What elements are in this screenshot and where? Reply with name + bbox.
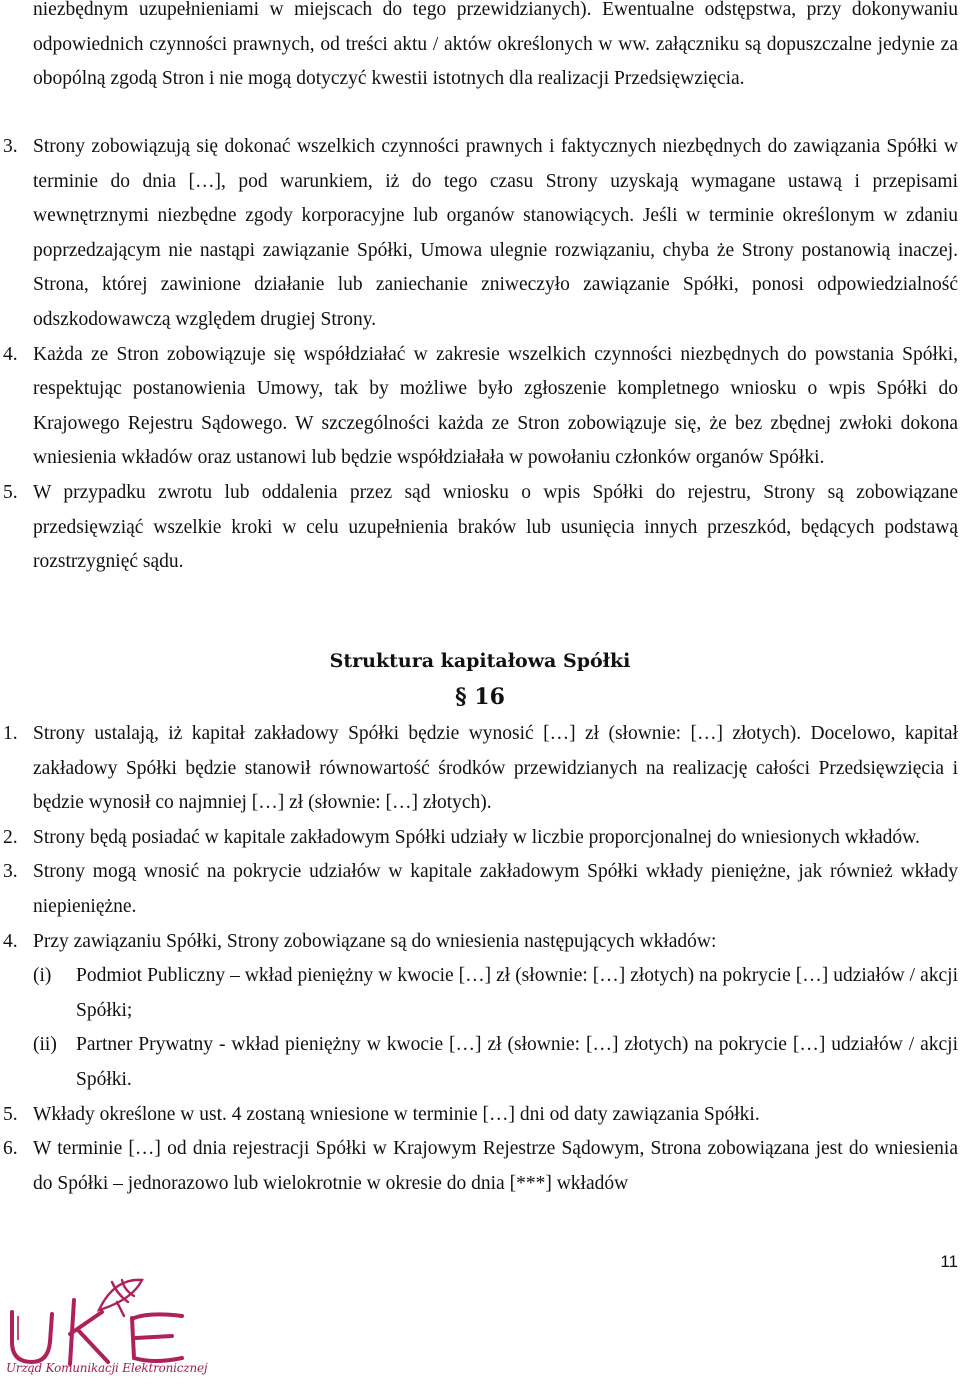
- paragraph-item: [3, 130, 958, 338]
- paragraph-number: 1.: [3, 723, 18, 744]
- paragraph-item: [3, 821, 958, 856]
- paragraph-text: W przypadku zwrotu lub oddalenia przez sąd wniosku o wpis Spółki do rejestru, Strony są zobowiązane przedsięwziąć wszelkie kroki w celu uzupełnienia braków lub usunięcia innych przeszkód, będących podstawą rozstrzygnięć sądu.: [33, 481, 958, 573]
- section-number: § 16: [455, 684, 505, 710]
- paragraph-text: Przy zawiązaniu Spółki, Strony zobowiązane są do wniesienia następujących wkładów:: [33, 930, 717, 952]
- sub-item-text: Partner Prywatny - wkład pieniężny w kwocie […] zł (słownie: […] złotych) na pokrycie […] udziałów / akcji Spółki.: [76, 1034, 958, 1090]
- sub-item-number: (i): [33, 965, 52, 987]
- paragraph-number: 4.: [3, 343, 18, 365]
- sub-list-item: [33, 1028, 958, 1097]
- section-title: Struktura kapitałowa Spółki: [329, 650, 631, 672]
- sub-list-item: [33, 959, 958, 1028]
- sub-item-text: Podmiot Publiczny – wkład pieniężny w kwocie […] zł (słownie: […] złotych) na pokrycie […] udziałów / akcji Spółki;: [76, 965, 958, 1021]
- paragraph-text: Wkłady określone w ust. 4 zostaną wniesione w terminie […] dni od daty zawiązania Spółki.: [33, 1103, 760, 1125]
- text-block-capital: [3, 717, 958, 1201]
- paragraph-text: Strony zobowiązują się dokonać wszelkich czynności prawnych i faktycznych niezbędnych do zawiązania Spółki w terminie do dnia […], pod warunkiem, iż do tego czasu Strony uzyskają wymagane ustawą i przepisami wewnętrznymi niezbędne zgody korporacyjne lub organów stanowiących. Jeśli w terminie określonym w zdaniu poprzedzającym nie nastąpi zawiązanie Spółki, Umowa ulegnie rozwiązaniu, chyba że Strony postanowią inaczej. Strona, której zawinione działanie lub zaniechanie zniweczyło zawiązanie Spółki, ponosi odpowiedzialność odszkodowawczą względem drugiej Strony.: [33, 136, 958, 330]
- paragraph-number: 3.: [3, 861, 18, 883]
- paragraph-number: 4.: [3, 930, 18, 952]
- letter-e-mark: [132, 1314, 182, 1361]
- paragraph-number: 3.: [3, 136, 18, 157]
- paragraph-item: [3, 338, 958, 476]
- paragraph-item: [3, 476, 958, 580]
- paragraph-item: [3, 855, 958, 924]
- paragraph-number: 6.: [3, 1138, 18, 1160]
- text-block-top: [33, 0, 958, 97]
- paragraph-item: [3, 1132, 958, 1201]
- paragraph-text: Strony ustalają, iż kapitał zakładowy Spółki będzie wynosić […] zł (słownie: […] złotych). Docelowo, kapitał zakładowy Spółki będzie stanowił równowartość środków przewidzianych na realizację całości Przedsięwzięcia i będzie wynosił co najmniej […] zł (słownie: […] złotych).: [33, 723, 958, 814]
- paragraph-item: [3, 717, 958, 821]
- paragraph-number: 5.: [3, 481, 18, 503]
- sub-item-number: (ii): [33, 1034, 57, 1056]
- continuation-paragraph: niezbędnym uzupełnieniami w miejscach do tego przewidzianych). Ewentualne odstępstwa, przy dokonywaniu odpowiednich czynności prawnych, od treści aktu / aktów określonych w ww. załączniku są dopuszczalne jedynie za obopólną zgodą Stron i nie mogą dotyczyć kwestii istotnych dla realizacji Przedsięwzięcia.: [33, 0, 958, 90]
- paragraph-item: [3, 1098, 958, 1133]
- paragraph-text: Strony mogą wnosić na pokrycie udziałów w kapitale zakładowym Spółki wkłady pieniężne, jak również wkłady niepieniężne.: [33, 861, 958, 917]
- paragraph-text: W terminie […] od dnia rejestracji Spółki w Krajowym Rejestrze Sądowym, Strona zobowiązana jest do wniesienia do Spółki – jednorazowo lub wielokrotnie w okresie do dnia [***] wkładów: [33, 1138, 958, 1194]
- page-number: 11: [940, 1252, 958, 1271]
- satellite-dish-icon: [99, 1280, 142, 1316]
- paragraph-number: 2.: [3, 826, 18, 848]
- paragraph-item: [3, 925, 958, 960]
- text-block-obligations: [3, 130, 958, 580]
- logo-caption: Urząd Komunikacji Elektronicznej: [6, 1361, 208, 1375]
- paragraph-text: Każda ze Stron zobowiązuje się współdziałać w zakresie wszelkich czynności niezbędnych do powstania Spółki, respektując postanowienia Umowy, tak by możliwe było zgłoszenie kompletnego wniosku o wpis Spółki do Krajowego Rejestru Sądowego. W szczególności każda ze Stron zobowiązuje się, że bez zbędnej zwłoki dokona wniesienia wkładów oraz ustanowi lub będzie współdziałała w powołaniu członków organów Spółki.: [33, 343, 958, 469]
- paragraph-text: Strony będą posiadać w kapitale zakładowym Spółki udziały w liczbie proporcjonalnej do wniesionych wkładów.: [33, 826, 920, 848]
- paragraph-number: 5.: [3, 1103, 18, 1125]
